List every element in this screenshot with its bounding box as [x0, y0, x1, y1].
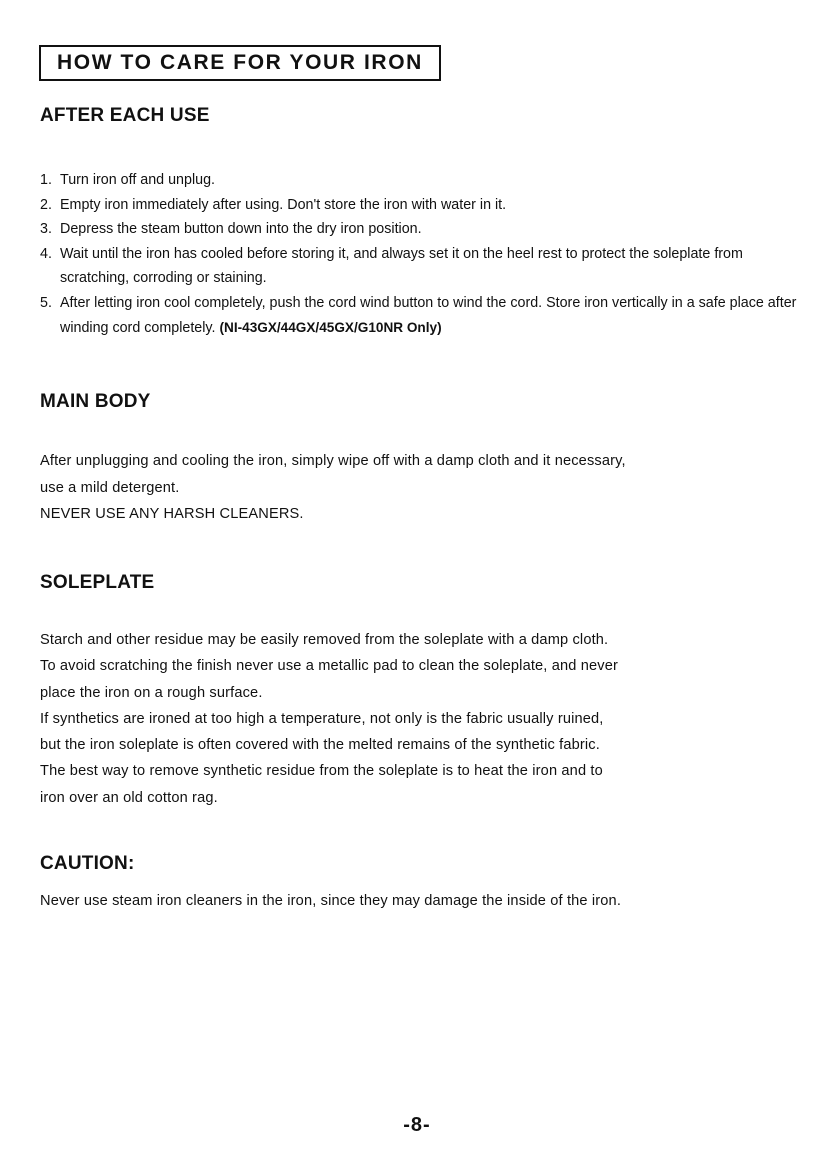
- soleplate-heading: SOLEPLATE: [40, 572, 155, 593]
- soleplate-text: [40, 627, 800, 811]
- paragraph-line: NEVER USE ANY HARSH CLEANERS.: [40, 506, 304, 522]
- paragraph-line: The best way to remove synthetic residue from the soleplate is to heat the iron and to: [40, 763, 603, 780]
- list-item: [40, 242, 800, 291]
- paragraph-line: place the iron on a rough surface.: [40, 684, 263, 701]
- paragraph-line: Starch and other residue may be easily removed from the soleplate with a damp cloth.: [40, 632, 609, 648]
- list-item-text: After letting iron cool completely, push the cord wind button to wind the cord. Store iron vertically in a safe place after winding cord completely.: [60, 294, 797, 336]
- paragraph-line: use a mild detergent.: [40, 479, 180, 496]
- list-item-number: 5.: [40, 294, 52, 311]
- page-title: HOW TO CARE FOR YOUR IRON: [57, 51, 423, 74]
- paragraph-line: iron over an old cotton rag.: [40, 789, 218, 806]
- after-each-use-list: [40, 168, 800, 340]
- paragraph-line: To avoid scratching the finish never use a metallic pad to clean the soleplate, and never: [40, 658, 618, 675]
- list-item-text: Wait until the iron has cooled before storing it, and always set it on the heel rest to protect the soleplate from scratching, corroding or staining.: [60, 245, 743, 287]
- page-number: -8-: [403, 1114, 431, 1136]
- title-box: [39, 45, 441, 81]
- list-item-number: 1.: [40, 172, 52, 188]
- caution-text: [40, 888, 800, 914]
- caution-heading: CAUTION:: [40, 853, 135, 874]
- main-body-text: [40, 448, 800, 528]
- list-item-number: 2.: [40, 196, 52, 213]
- list-item: [40, 168, 800, 193]
- list-item-content: [60, 291, 800, 340]
- after-each-use-heading: AFTER EACH USE: [40, 105, 210, 126]
- paragraph-line: After unplugging and cooling the iron, simply wipe off with a damp cloth and it necessary,: [40, 453, 626, 469]
- paragraph-line: Never use steam iron cleaners in the iron, since they may damage the inside of the iron.: [40, 893, 622, 909]
- list-item-number: 4.: [40, 245, 52, 262]
- list-item-number: 3.: [40, 221, 52, 238]
- paragraph-line: but the iron soleplate is often covered with the melted remains of the synthetic fabric.: [40, 737, 600, 754]
- paragraph-line: If synthetics are ironed at too high a temperature, not only is the fabric usually ruined,: [40, 710, 604, 727]
- main-body-heading: MAIN BODY: [40, 391, 151, 412]
- list-item: [40, 193, 800, 218]
- model-note: (NI-43GX/44GX/45GX/G10NR Only): [219, 319, 442, 335]
- list-item-text: Depress the steam button down into the dry iron position.: [60, 221, 422, 238]
- list-item-text: Empty iron immediately after using. Don't store the iron with water in it.: [60, 196, 507, 213]
- list-item-text: Turn iron off and unplug.: [60, 172, 215, 188]
- list-item: [40, 217, 800, 242]
- list-item: [40, 291, 800, 340]
